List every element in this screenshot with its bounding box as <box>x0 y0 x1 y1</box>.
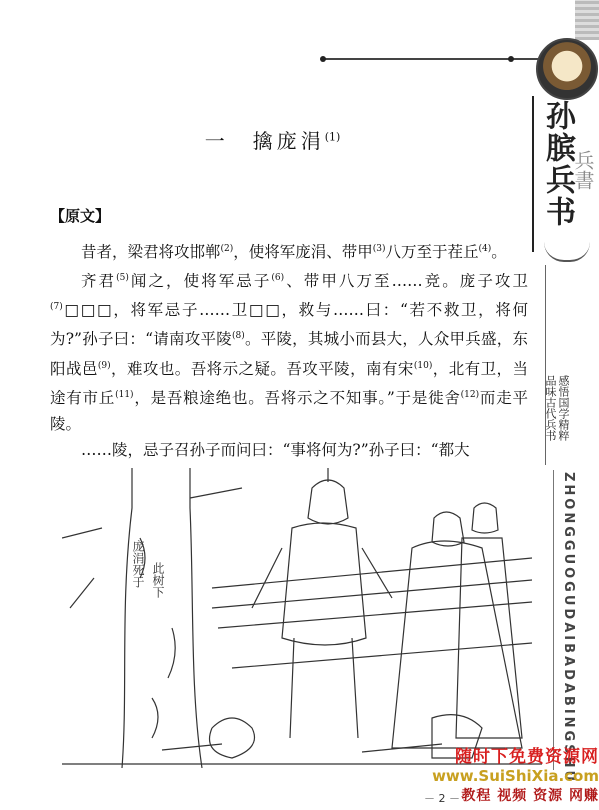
watermark-line-3: 教程 视频 资源 网赚 <box>461 788 599 804</box>
footnote-ref[interactable]: (3) <box>372 244 386 254</box>
footnote-ref[interactable]: (2) <box>220 244 234 254</box>
paragraph-text: 。平陵，其城小而县大，人众甲兵盛，东阳战邑 <box>50 330 528 378</box>
soldier-figure <box>456 503 522 738</box>
series-pinyin: ZHONGGUOGUDAIBADABINGSHU <box>561 472 576 785</box>
series-slogan <box>544 375 570 441</box>
footnote-ref[interactable]: (9) <box>97 360 111 371</box>
footnote-ref[interactable]: (11) <box>115 389 134 400</box>
footnote-ref[interactable]: (10) <box>413 360 433 371</box>
log-fence <box>212 558 532 668</box>
seal-calligraphy: 兵書 <box>571 150 595 190</box>
watermark-line-2: www.SuiShiXia.com <box>432 767 599 785</box>
paragraph-text: 齐君 <box>81 272 117 291</box>
paragraph <box>50 265 528 437</box>
tree-inscription-2: 此树下 <box>151 562 165 598</box>
footnote-ref[interactable]: (5) <box>116 273 129 284</box>
illustration <box>62 468 542 768</box>
book-title: 孙膑兵书 <box>540 100 575 228</box>
page-number: － 2 － <box>424 792 460 805</box>
general-figure <box>252 480 392 738</box>
footnote-ref[interactable]: (8) <box>231 331 245 342</box>
footnote-ref[interactable]: (7) <box>50 302 63 313</box>
page-header <box>0 0 599 40</box>
paragraph-text: 、带甲八万至……竞。庞子攻卫 <box>284 272 528 291</box>
paragraph-text: ……陵，忌子召孙子而问曰：“事将何为?”孙子曰：“都大 <box>81 440 470 459</box>
author-portrait <box>536 38 598 100</box>
paragraph-text: ，是吾粮途绝也。吾将示之不知事。”于是徙舍 <box>133 388 461 407</box>
watermark-line-1: 随时下免费资源网 <box>455 747 599 767</box>
footnote-ref[interactable]: (4) <box>478 244 492 254</box>
footnote-ref[interactable]: (6) <box>271 273 285 284</box>
paragraph-text: 昔者，梁君将攻邯郸 <box>81 243 221 262</box>
paragraph-text: ，北有卫，当途有市丘 <box>50 359 528 407</box>
header-dot-right <box>508 56 514 62</box>
header-dot-left <box>320 56 326 62</box>
series-line-2: 品味古代兵书 <box>544 375 557 441</box>
footnote-ref[interactable]: (12) <box>460 389 480 400</box>
chapter-title <box>0 125 545 154</box>
paragraph <box>50 437 528 463</box>
paragraph-text: ，使将军庞涓、带甲 <box>233 243 373 262</box>
paragraph-text: 八万至于茬丘 <box>385 243 479 262</box>
section-label: 【原文】 <box>50 207 111 225</box>
paragraph-text: ，难攻也。吾将示之疑。吾攻平陵，南有宋 <box>110 359 414 378</box>
series-line-1: 感悟国学精粹 <box>557 375 570 441</box>
paragraph-text: 闻之，使将军忌子 <box>128 272 272 291</box>
paragraph-text: 。 <box>491 243 507 262</box>
tree-trunk <box>122 468 202 768</box>
chapter-title-text: 一 擒庞涓 <box>204 129 325 153</box>
paragraph-text: 而走平陵。 <box>50 388 528 433</box>
body-text <box>50 236 528 463</box>
chapter-title-note: (1) <box>324 130 341 144</box>
tree-inscription-1: 庞涓死于 <box>131 540 145 588</box>
paragraph <box>50 236 528 265</box>
side-strip-texture <box>575 0 599 40</box>
paragraph-text: □□□，将军忌子……卫□□，救与……曰：“若不救卫，将何为?”孙子曰：“请南攻平陵 <box>50 301 528 349</box>
